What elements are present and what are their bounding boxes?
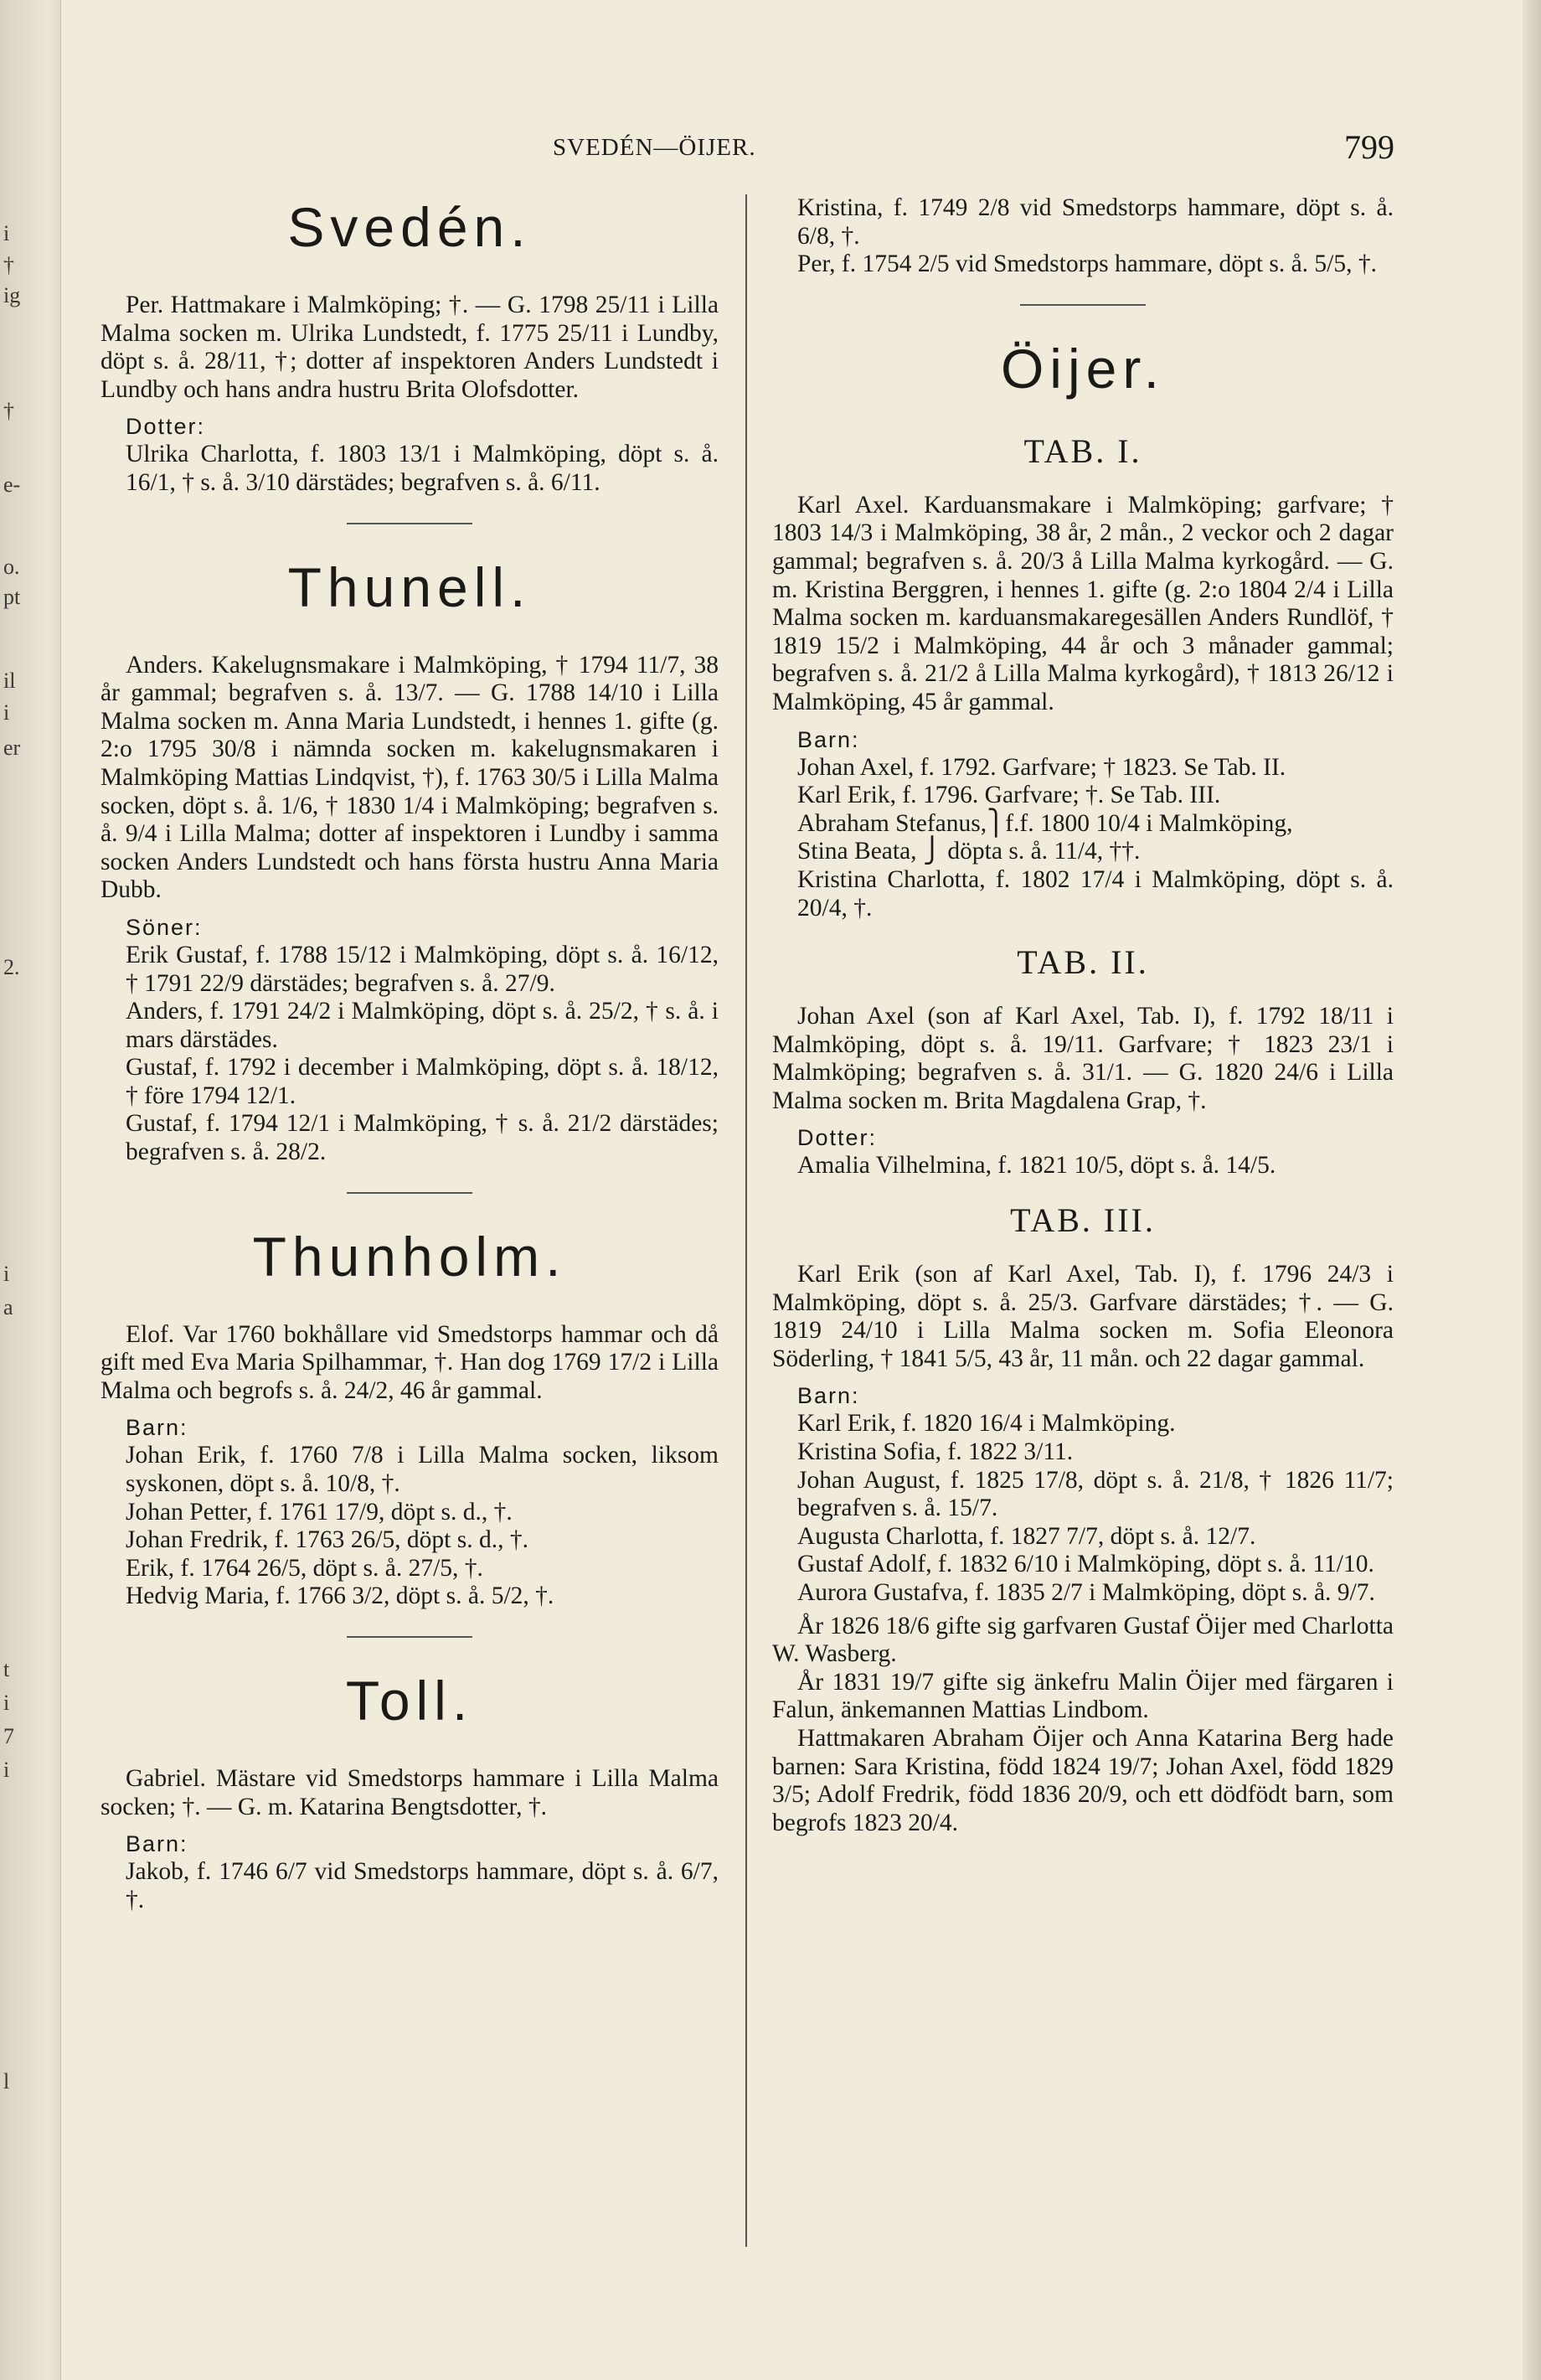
margin-fragment: 7 [3, 1724, 14, 1748]
adjacent-page-edge [0, 0, 61, 2380]
margin-fragment: a [3, 1295, 13, 1319]
child-entry: Johan August, f. 1825 17/8, döpt s. å. 21/8, † 1826 11/7; begrafven s. å. 15/7. [797, 1466, 1394, 1522]
family-title: Öijer. [1000, 337, 1166, 400]
person-entry: Karl Axel. Karduansmakare i Malmköping; garfvare; † 1803 14/3 i Malmköping, 38 år, 2 mån., 2 veckor och 2 dagar gammal; begrafven s. å. 20/3 å Lilla Malma kyrkogård. — G. m. Kristina Berggren, i hennes 1. gifte (g. 2:o 1804 2/4 i Lilla Malma socken m. karduansmakaregesällen Anders Rundlöf, † 1819 15/2 i Malmköping, 44 år och 3 månader gammal; begrafven s. å. 21/2 å Lilla Malma kyrkogård), † 1813 26/12 i Malmköping, 45 år gammal. [772, 491, 1394, 715]
margin-fragment: i [3, 1262, 10, 1286]
left-column [100, 194, 719, 1914]
child-entry: Erik, f. 1764 26/5, döpt s. å. 27/5, †. [126, 1554, 483, 1582]
right-column [772, 194, 1394, 1837]
child-entry: Kristina Sofia, f. 1822 3/11. [797, 1438, 1074, 1466]
child-entry: Gustaf, f. 1794 12/1 i Malmköping, † s. å. 21/2 därstädes; begrafven s. å. 28/2. [126, 1110, 719, 1166]
person-entry: Per. Hattmakare i Malmköping; †. — G. 1798 25/11 i Lilla Malma socken m. Ulrika Lundstedt, f. 1775 25/11 i Lundby, döpt s. å. 28/11, †; dotter af inspektoren Anders Lundstedt i Lundby och hans andra hustru Brita Olofsdotter. [100, 292, 719, 403]
margin-fragment: o. [3, 555, 20, 579]
child-entry: Aurora Gustafva, f. 1835 2/7 i Malmköping, döpt s. å. 9/7. [797, 1579, 1375, 1606]
family-title: Thunholm. [252, 1225, 567, 1288]
margin-fragment: ig [3, 283, 21, 307]
column-rule [745, 194, 747, 2247]
child-entry: Jakob, f. 1746 6/7 vid Smedstorps hammare, döpt s. å. 6/7, †. [126, 1858, 719, 1913]
margin-fragment: † [3, 399, 14, 423]
children-subheading: Barn: [797, 726, 860, 752]
child-entry: Erik Gustaf, f. 1788 15/12 i Malmköping, döpt s. å. 16/12, † 1791 22/9 därstädes; begrafven s. å. 27/9. [126, 941, 719, 997]
child-entry: Augusta Charlotta, f. 1827 7/7, döpt s. å. 12/7. [797, 1522, 1256, 1550]
family-thunholm [100, 1224, 719, 1611]
family-thunell [100, 555, 719, 1167]
child-entry: Johan Axel, f. 1792. Garfvare; † 1823. Se Tab. II. [797, 753, 1286, 781]
section-separator [347, 1192, 472, 1194]
note-paragraph: År 1826 18/6 gifte sig garfvaren Gustaf Öijer med Charlotta W. Wasberg. [772, 1612, 1394, 1668]
margin-fragment: pt [3, 585, 21, 609]
table-heading: TAB. II. [1017, 943, 1149, 982]
children-subheading: Dotter: [126, 414, 206, 440]
child-entry: Gustaf, f. 1792 i december i Malmköping, döpt s. å. 18/12, † före 1794 12/1. [126, 1054, 719, 1109]
children-subheading: Dotter: [797, 1125, 878, 1151]
family-toll [100, 1668, 719, 1914]
person-entry: Johan Axel (son af Karl Axel, Tab. I), f. 1792 18/11 i Malmköping, döpt s. å. 19/11. Garfvare; † 1823 23/1 i Malmköping; begrafven s. å. 31/1. — G. 1820 24/6 i Lilla Malma socken m. Brita Magdalena Grap, †. [772, 1003, 1394, 1114]
child-entry: Kristina Charlotta, f. 1802 17/4 i Malmköping, döpt s. å. 20/4, †. [797, 865, 1394, 922]
margin-fragment: i [3, 700, 10, 725]
family-title: Thunell. [287, 555, 532, 618]
margin-fragment: i [3, 1691, 10, 1715]
children-subheading: Barn: [126, 1415, 188, 1441]
child-entry: Kristina, f. 1749 2/8 vid Smedstorps hammare, döpt s. å. 6/8, †. [797, 194, 1394, 250]
family-title: Svedén. [287, 196, 532, 258]
section-separator [1020, 304, 1146, 306]
child-entry: Johan Fredrik, f. 1763 26/5, döpt s. d., †. [126, 1526, 528, 1554]
children-subheading: Barn: [797, 1383, 860, 1409]
child-entry: Ulrika Charlotta, f. 1803 13/1 i Malmköping, döpt s. å. 16/1, † s. å. 3/10 därstädes; begrafven s. å. 6/11. [126, 441, 719, 496]
section-separator [347, 1636, 472, 1638]
child-entry: Karl Erik, f. 1796. Garfvare; †. Se Tab. III. [797, 782, 1221, 809]
child-entry: Abraham Stefanus,⎫f.f. 1800 10/4 i Malmköping, [797, 809, 1293, 837]
page-number: 799 [1344, 128, 1394, 166]
margin-fragment: t [3, 1657, 10, 1681]
margin-fragment: e- [3, 472, 21, 497]
child-entry: Anders, f. 1791 24/2 i Malmköping, döpt s. å. 25/2, † s. å. i mars därstädes. [126, 998, 719, 1053]
margin-fragment: il [3, 669, 16, 693]
person-entry: Gabriel. Mästare vid Smedstorps hammare i Lilla Malma socken; †. — G. m. Katarina Bengtsdotter, †. [100, 1765, 719, 1820]
person-entry: Karl Erik (son af Karl Axel, Tab. I), f. 1796 24/3 i Malmköping, döpt s. å. 25/3. Garfvare därstädes; †. — G. 1819 24/10 i Lilla Malma socken m. Sofia Eleonora Söderling, † 1841 5/5, 43 år, 11 mån. och 22 dagar gammal. [772, 1261, 1394, 1372]
family-title: Toll. [345, 1670, 474, 1732]
family-oijer [772, 336, 1394, 1838]
children-subheading: Barn: [126, 1831, 188, 1857]
note-paragraph: År 1831 19/7 gifte sig änkefru Malin Öijer med färgaren i Falun, änkemannen Mattias Lindbom. [772, 1668, 1394, 1724]
margin-fragment: l [3, 2069, 10, 2093]
margin-fragment: er [3, 736, 21, 760]
section-separator [347, 523, 472, 524]
child-entry: Amalia Vilhelmina, f. 1821 10/5, döpt s. å. 14/5. [797, 1152, 1276, 1180]
person-entry: Anders. Kakelugnsmakare i Malmköping, † 1794 11/7, 38 år gammal; begrafven s. å. 13/7. — G. 1788 14/10 i Lilla Malma socken m. Anna Maria Lundstedt, i hennes 1. gifte (g. 2:o 1795 30/8 i nämnda socken m. kakelugnsmakaren i Malmköping Mattias Lindqvist, †), f. 1763 30/5 i Lilla Malma socken, döpt s. å. 1/6, † 1830 1/4 i Malmköping; begrafven s. å. 9/4 i Lilla Malma; dotter af inspektoren i Lundby i samma socken Anders Lundstedt och hans första hustru Anna Maria Dubb. [100, 651, 719, 904]
child-entry: Karl Erik, f. 1820 16/4 i Malmköping. [797, 1410, 1176, 1438]
child-entry: Johan Petter, f. 1761 17/9, döpt s. d., †. [126, 1498, 513, 1526]
margin-fragment: i [3, 1758, 10, 1782]
running-title: SVEDÉN—ÖIJER. [553, 134, 756, 161]
margin-fragment: i [3, 221, 10, 245]
page-edge-shadow [1523, 0, 1541, 2380]
child-entry: Per, f. 1754 2/5 vid Smedstorps hammare, döpt s. å. 5/5, †. [797, 250, 1377, 278]
table-heading: TAB. I. [1023, 431, 1142, 470]
margin-fragment: 2. [3, 955, 20, 979]
child-entry: Gustaf Adolf, f. 1832 6/10 i Malmköping, döpt s. å. 11/10. [797, 1551, 1374, 1578]
family-sveden [100, 194, 719, 498]
child-entry: Johan Erik, f. 1760 7/8 i Lilla Malma socken, liksom syskonen, döpt s. å. 10/8, †. [126, 1442, 719, 1498]
child-entry: Stina Beata, ⎭ döpta s. å. 11/4, ††. [797, 838, 1141, 865]
table-heading: TAB. III. [1010, 1201, 1156, 1240]
margin-fragment: † [3, 253, 14, 277]
children-subheading: Söner: [126, 914, 203, 940]
person-entry: Elof. Var 1760 bokhållare vid Smedstorps hammar och då gift med Eva Maria Spilhammar, †. Han dog 1769 17/2 i Lilla Malma och begrofs s. å. 24/2, 46 år gammal. [100, 1320, 719, 1404]
child-entry: Hedvig Maria, f. 1766 3/2, döpt s. å. 5/2, †. [126, 1582, 554, 1610]
note-paragraph: Hattmakaren Abraham Öijer och Anna Katarina Berg hade barnen: Sara Kristina, född 1824 19/7; Johan Axel, född 1829 3/5; Adolf Fredrik, född 1836 20/9, och ett dödfödt barn, som begrofs 1823 20/4. [772, 1724, 1394, 1836]
